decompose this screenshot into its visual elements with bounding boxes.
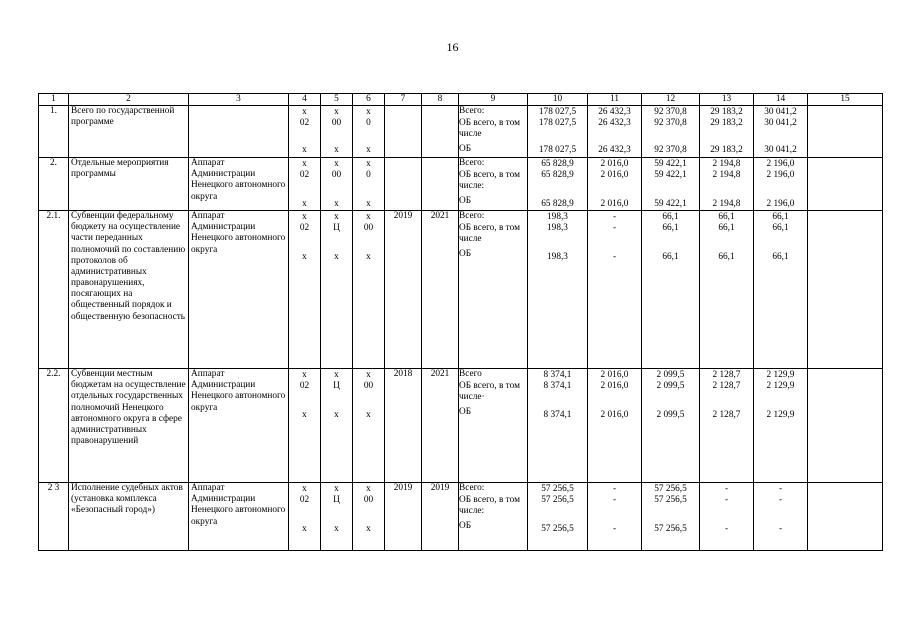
executor: Аппарат Администрации Ненецкого автономного округа — [189, 158, 289, 211]
budget-code: х — [334, 410, 339, 420]
budget-code: х — [334, 107, 339, 117]
amount-value: 26 432,3 — [598, 118, 631, 129]
amount-value: - — [778, 484, 783, 494]
amount-value: 2 016,0 — [600, 410, 629, 420]
amount-value: 29 183,2 — [710, 145, 743, 155]
budget-code: х — [302, 145, 307, 155]
amount-value: - — [612, 223, 617, 234]
budget-code: х — [334, 370, 339, 380]
funding-source: Всего: — [459, 211, 485, 222]
funding-source-cell — [459, 369, 528, 483]
funding-source-cell — [459, 211, 528, 369]
amount-cell — [642, 369, 700, 483]
budget-code: 0 — [366, 118, 371, 129]
amount-value: - — [612, 524, 617, 534]
funding-source: ОБ — [459, 249, 472, 260]
row-number: 2 3 — [39, 483, 69, 551]
budget-code: Ц — [333, 223, 340, 234]
amount-value: 8 374,1 — [543, 381, 572, 392]
executor: Аппарат Администрации Ненецкого автономного округа — [189, 483, 289, 551]
start-year: 2019 — [385, 211, 422, 369]
amount-value: 2 128,7 — [712, 381, 741, 392]
column-header: 8 — [422, 94, 459, 106]
budget-code: 00 — [331, 118, 342, 129]
amount-value: 30 041,2 — [764, 145, 797, 155]
funding-source: Всего: — [459, 106, 485, 117]
amount-value: 66,1 — [772, 223, 789, 234]
budget-code: 00 — [331, 170, 342, 181]
amount-value: 92 370,8 — [654, 107, 687, 117]
amount-value: - — [724, 524, 729, 534]
budget-code: 00 — [363, 223, 374, 234]
budget-code: х — [366, 484, 371, 494]
program-funding-table — [38, 93, 883, 551]
budget-code: х — [334, 159, 339, 169]
table-row — [39, 483, 883, 551]
amount-value: 92 370,8 — [654, 118, 687, 129]
amount-cell — [754, 369, 808, 483]
amount-value: 66,1 — [662, 223, 679, 234]
amount-value: 2 196,0 — [766, 159, 795, 169]
end-year — [422, 106, 459, 158]
budget-code: х — [334, 212, 339, 222]
column-header: 5 — [321, 94, 353, 106]
amount-cell — [588, 106, 642, 158]
amount-cell — [700, 211, 754, 369]
page-number: 16 — [446, 40, 459, 54]
amount-value: 66,1 — [718, 212, 735, 222]
budget-code-cell — [289, 211, 321, 369]
start-year — [385, 106, 422, 158]
budget-code: 02 — [299, 170, 310, 181]
column-header: 11 — [588, 94, 642, 106]
amount-value: - — [612, 252, 617, 262]
budget-code: х — [366, 410, 371, 420]
amount-cell — [528, 106, 588, 158]
budget-code: Ц — [333, 495, 340, 506]
budget-code: 02 — [299, 495, 310, 506]
column-header: 9 — [459, 94, 528, 106]
activity-name: Всего по государственной программе — [69, 106, 189, 158]
budget-code-cell — [289, 106, 321, 158]
end-year: 2021 — [422, 369, 459, 483]
amount-cell — [754, 211, 808, 369]
amount-value: 57 256,5 — [654, 524, 687, 534]
amount-value: 198,3 — [547, 212, 568, 222]
amount-cell — [642, 158, 700, 211]
budget-code: х — [302, 524, 307, 534]
funding-source: ОБ всего, в том числе: — [459, 170, 520, 192]
amount-value: 2 128,7 — [712, 370, 741, 380]
funding-source: ОБ всего, в том числе — [459, 223, 520, 245]
amount-value: 26 432,3 — [598, 145, 631, 155]
amount-value: 2 196,0 — [766, 170, 795, 181]
budget-code: х — [366, 252, 371, 262]
amount-value: 29 183,2 — [710, 118, 743, 129]
amount-value: - — [724, 495, 729, 506]
start-year: 2018 — [385, 369, 422, 483]
amount-value: 2 129,9 — [766, 410, 795, 420]
amount-value: - — [778, 524, 783, 534]
budget-code: х — [302, 370, 307, 380]
amount-cell — [754, 483, 808, 551]
executor: Аппарат Администрации Ненецкого автономного округа — [189, 211, 289, 369]
table-row — [39, 106, 883, 158]
amount-value: 2 016,0 — [600, 199, 629, 209]
start-year — [385, 158, 422, 211]
table-row — [39, 158, 883, 211]
budget-code: 00 — [363, 381, 374, 392]
budget-code: х — [302, 107, 307, 117]
amount-value: 2 099,5 — [656, 381, 685, 392]
amount-value: 198,3 — [547, 252, 568, 262]
column-header: 10 — [528, 94, 588, 106]
budget-code: 02 — [299, 381, 310, 392]
budget-code-cell — [289, 483, 321, 551]
amount-value: 66,1 — [772, 212, 789, 222]
amount-value: 178 027,5 — [538, 118, 577, 129]
budget-code: х — [334, 199, 339, 209]
amount-value: 2 016,0 — [600, 170, 629, 181]
budget-code: х — [302, 212, 307, 222]
amount-value: 59 422,1 — [654, 159, 687, 169]
amount-value: 8 374,1 — [543, 410, 572, 420]
amount-value: 2 016,0 — [600, 381, 629, 392]
budget-code-cell — [321, 483, 353, 551]
amount-cell — [588, 483, 642, 551]
amount-value: 92 370,8 — [654, 145, 687, 155]
funding-source-cell — [459, 158, 528, 211]
amount-value: 2 194,8 — [712, 170, 741, 181]
amount-cell — [700, 158, 754, 211]
budget-code: х — [334, 145, 339, 155]
amount-value: - — [612, 212, 617, 222]
amount-cell — [642, 106, 700, 158]
amount-value: 2 099,5 — [656, 370, 685, 380]
amount-value: 66,1 — [662, 252, 679, 262]
budget-code: х — [302, 484, 307, 494]
amount-value: 57 256,5 — [654, 495, 687, 506]
amount-value: 198,3 — [547, 223, 568, 234]
amount-value: 2 194,8 — [712, 159, 741, 169]
budget-code-cell — [289, 158, 321, 211]
amount-cell — [528, 483, 588, 551]
amount-value: 66,1 — [718, 252, 735, 262]
amount-value: 2 129,9 — [766, 370, 795, 380]
amount-value: 2 128,7 — [712, 410, 741, 420]
amount-cell — [642, 211, 700, 369]
executor — [189, 106, 289, 158]
funding-source: Всего: — [459, 158, 485, 169]
end-year: 2019 — [422, 483, 459, 551]
budget-code: х — [302, 159, 307, 169]
budget-code: Ц — [333, 381, 340, 392]
budget-code-cell — [321, 211, 353, 369]
column-header: 4 — [289, 94, 321, 106]
end-year — [422, 158, 459, 211]
column-header: 14 — [754, 94, 808, 106]
budget-code: 0 — [366, 170, 371, 181]
funding-source: ОБ всего, в том числе: — [459, 495, 520, 517]
budget-code: х — [366, 212, 371, 222]
amount-cell — [528, 211, 588, 369]
executor: Аппарат Администрации Ненецкого автономного округа — [189, 369, 289, 483]
amount-value: 29 183,2 — [710, 107, 743, 117]
funding-source: ОБ — [459, 196, 472, 207]
amount-value: 66,1 — [772, 252, 789, 262]
amount-value: - — [612, 484, 617, 494]
amount-value: 2 016,0 — [600, 370, 629, 380]
budget-code: х — [366, 524, 371, 534]
amount-value: 2 129,9 — [766, 381, 795, 392]
budget-code: х — [366, 370, 371, 380]
budget-code: 00 — [363, 495, 374, 506]
amount-value: 2 016,0 — [600, 159, 629, 169]
amount-value: 59 422,1 — [654, 199, 687, 209]
amount-value: 66,1 — [718, 223, 735, 234]
budget-code: х — [366, 145, 371, 155]
budget-code-cell — [353, 369, 385, 483]
row-number: 2.1. — [39, 211, 69, 369]
column-header: 12 — [642, 94, 700, 106]
activity-name: Субвенции федеральному бюджету на осуществление части переданных полномочий по составлению протоколов об административных правонарушениях, посягающих на общественный порядок и общественную безопасность — [69, 211, 189, 369]
budget-code-cell — [289, 369, 321, 483]
budget-code-cell — [321, 106, 353, 158]
column-header: 2 — [69, 94, 189, 106]
amount-value: 26 432,3 — [598, 107, 631, 117]
amount-value: 57 256,5 — [541, 484, 574, 494]
budget-code-cell — [353, 211, 385, 369]
funding-source: Всего — [459, 369, 482, 380]
amount-cell — [700, 483, 754, 551]
budget-code-cell — [353, 158, 385, 211]
budget-code: х — [366, 107, 371, 117]
funding-source-cell — [459, 483, 528, 551]
amount-value: 178 027,5 — [538, 145, 577, 155]
amount-value: - — [612, 495, 617, 506]
amount-value: 65 828,9 — [541, 170, 574, 181]
column-header: 13 — [700, 94, 754, 106]
budget-code-cell — [353, 106, 385, 158]
column-15-cell — [808, 483, 883, 551]
amount-value: 57 256,5 — [541, 495, 574, 506]
amount-value: 8 374,1 — [543, 370, 572, 380]
amount-value: 2 196,0 — [766, 199, 795, 209]
amount-value: - — [778, 495, 783, 506]
activity-name: Отдельные мероприятия программы — [69, 158, 189, 211]
end-year: 2021 — [422, 211, 459, 369]
budget-code: х — [366, 159, 371, 169]
amount-cell — [700, 369, 754, 483]
budget-code: х — [334, 484, 339, 494]
budget-code-cell — [321, 369, 353, 483]
amount-value: 65 828,9 — [541, 159, 574, 169]
amount-cell — [528, 158, 588, 211]
column-header: 6 — [353, 94, 385, 106]
amount-cell — [642, 483, 700, 551]
column-15-cell — [808, 211, 883, 369]
table-row — [39, 369, 883, 483]
row-number: 1. — [39, 106, 69, 158]
amount-value: 2 099,5 — [656, 410, 685, 420]
amount-cell — [700, 106, 754, 158]
amount-cell — [588, 158, 642, 211]
amount-cell — [588, 211, 642, 369]
column-15-cell — [808, 158, 883, 211]
budget-code-cell — [321, 158, 353, 211]
amount-value: 66,1 — [662, 212, 679, 222]
funding-source-cell — [459, 106, 528, 158]
amount-value: - — [724, 484, 729, 494]
column-header: 7 — [385, 94, 422, 106]
column-header: 3 — [189, 94, 289, 106]
amount-value: 30 041,2 — [764, 118, 797, 129]
amount-value: 2 194,8 — [712, 199, 741, 209]
row-number: 2. — [39, 158, 69, 211]
start-year: 2019 — [385, 483, 422, 551]
amount-value: 59 422,1 — [654, 170, 687, 181]
amount-cell — [528, 369, 588, 483]
amount-value: 178 027,5 — [538, 107, 577, 117]
amount-cell — [754, 158, 808, 211]
activity-name: Субвенции местным бюджетам на осуществление отдельных государственных полномочий Ненецкого автономного округа в сфере административных правонарушений — [69, 369, 189, 483]
budget-code: х — [366, 199, 371, 209]
budget-code: х — [302, 252, 307, 262]
column-header: 15 — [808, 94, 883, 106]
amount-value: 57 256,5 — [654, 484, 687, 494]
funding-source: Всего: — [459, 483, 485, 494]
column-number-header-row — [39, 94, 883, 106]
budget-code-cell — [353, 483, 385, 551]
activity-name: Исполнение судебных актов (установка комплекса «Безопасный город») — [69, 483, 189, 551]
column-header: 1 — [39, 94, 69, 106]
budget-code: х — [334, 524, 339, 534]
budget-code: 02 — [299, 223, 310, 234]
budget-code: 02 — [299, 118, 310, 129]
row-number: 2.2. — [39, 369, 69, 483]
funding-source: ОБ всего, в том числе· — [459, 381, 520, 403]
column-15-cell — [808, 106, 883, 158]
table-row — [39, 211, 883, 369]
budget-code: х — [334, 252, 339, 262]
amount-value: 65 828,9 — [541, 199, 574, 209]
amount-value: 30 041,2 — [764, 107, 797, 117]
budget-code: х — [302, 410, 307, 420]
funding-source: ОБ — [459, 407, 472, 418]
funding-source: ОБ — [459, 521, 472, 532]
column-15-cell — [808, 369, 883, 483]
amount-cell — [754, 106, 808, 158]
amount-value: 57 256,5 — [541, 524, 574, 534]
funding-source: ОБ всего, в том числе — [459, 118, 520, 140]
amount-cell — [588, 369, 642, 483]
funding-source: ОБ — [459, 144, 472, 155]
budget-code: х — [302, 199, 307, 209]
